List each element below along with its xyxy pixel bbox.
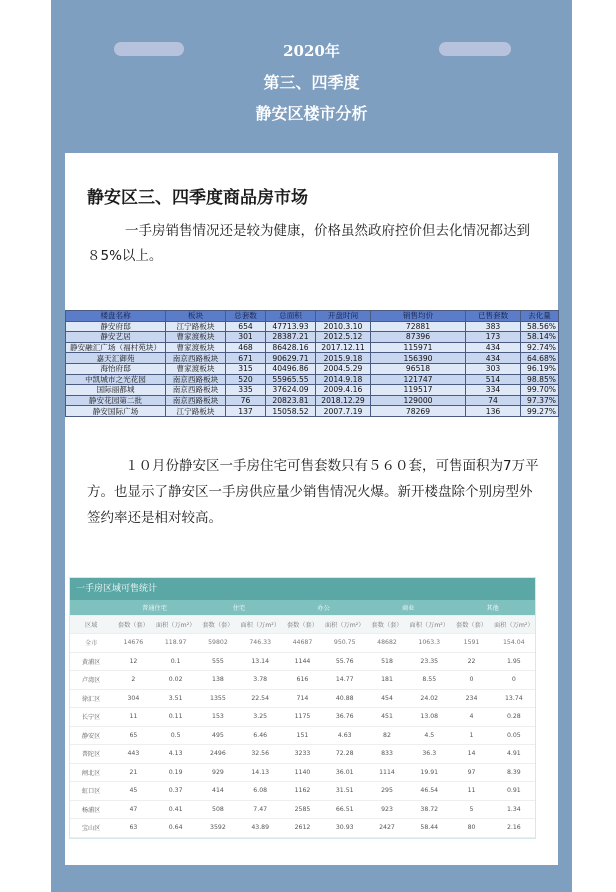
table-cell: 97	[450, 763, 492, 782]
table-cell: 74	[466, 395, 521, 406]
table-cell: 22	[450, 652, 492, 671]
table-cell: 2018.12.29	[316, 395, 371, 406]
table-cell: 37624.09	[266, 385, 316, 396]
table-cell: 23.35	[408, 652, 450, 671]
table-cell: 92.74%	[521, 342, 559, 353]
section-title: 静安区三、四季度商品房市场	[87, 188, 308, 208]
group-header-cell: 住宅	[197, 600, 282, 616]
table-cell: 746.33	[239, 634, 281, 653]
table-cell: 4.13	[155, 745, 197, 764]
group-header-cell: 其他	[450, 600, 535, 616]
table-cell: 45	[112, 782, 154, 801]
table-cell: 520	[226, 374, 266, 385]
header-quarter: 第三、四季度	[263, 73, 360, 92]
table-cell: 121747	[371, 374, 466, 385]
table-cell: 508	[197, 800, 239, 819]
table-cell: 长宁区	[70, 708, 112, 727]
table-cell: 1.95	[493, 652, 535, 671]
table-cell: 22.54	[239, 689, 281, 708]
table-row	[70, 634, 535, 653]
table-cell: 301	[226, 332, 266, 343]
table-cell: 5	[450, 800, 492, 819]
table-row	[70, 745, 535, 764]
table-cell: 28387.21	[266, 332, 316, 343]
table-cell: 11	[450, 782, 492, 801]
table-cell: 黄浦区	[70, 652, 112, 671]
stats-grid	[70, 600, 535, 838]
table-cell: 南京西路板块	[166, 374, 226, 385]
table-cell: 0.91	[493, 782, 535, 801]
table-cell: 0.37	[155, 782, 197, 801]
table-cell: 6.08	[239, 782, 281, 801]
table-cell: 3.78	[239, 671, 281, 690]
table-cell: 137	[226, 406, 266, 417]
table-cell: 303	[466, 363, 521, 374]
table-cell: 4.91	[493, 745, 535, 764]
paragraph-1: 一手房销售情况还是较为健康，价格虽然政府控价但去化情况都达到８5%以上。	[87, 223, 530, 264]
table-cell: 59802	[197, 634, 239, 653]
table-header-cell: 已售套数	[466, 311, 521, 322]
table-cell: 234	[450, 689, 492, 708]
table-cell: 0.1	[155, 652, 197, 671]
table-cell: 1591	[450, 634, 492, 653]
sub-header-cell: 套数（套）	[450, 616, 492, 634]
table-header-cell: 销售均价	[371, 311, 466, 322]
group-header-cell: 普通住宅	[112, 600, 197, 616]
table-cell: 138	[197, 671, 239, 690]
sub-header-cell: 套数（套）	[197, 616, 239, 634]
table-cell: 129000	[371, 395, 466, 406]
table-cell: 13.14	[239, 652, 281, 671]
table-cell: 3233	[281, 745, 323, 764]
table-cell: 1114	[366, 763, 408, 782]
table-cell: 315	[226, 363, 266, 374]
table-cell: 451	[366, 708, 408, 727]
content-panel	[65, 153, 558, 865]
table-cell: 0.02	[155, 671, 197, 690]
table-cell: 181	[366, 671, 408, 690]
table-cell: 14.13	[239, 763, 281, 782]
table-cell: 虹口区	[70, 782, 112, 801]
table-row	[66, 332, 559, 343]
table-cell: 南京西路板块	[166, 385, 226, 396]
table-cell: 24.02	[408, 689, 450, 708]
table-cell: 7.47	[239, 800, 281, 819]
table-cell: 0.05	[493, 726, 535, 745]
table-row	[70, 782, 535, 801]
table-cell: 14	[450, 745, 492, 764]
table-cell: 43.89	[239, 819, 281, 838]
table-cell: 1355	[197, 689, 239, 708]
table-cell: 3.25	[239, 708, 281, 727]
group-header-cell: 办公	[281, 600, 366, 616]
sub-header-cell: 套数（套）	[366, 616, 408, 634]
header-subject: 静安区楼市分析	[255, 104, 368, 123]
table-cell: 63	[112, 819, 154, 838]
table-cell: 156390	[371, 353, 466, 364]
header-title	[51, 36, 572, 129]
table-cell: 86428.16	[266, 342, 316, 353]
table-cell: 414	[197, 782, 239, 801]
table-cell: 20823.81	[266, 395, 316, 406]
table-row	[66, 353, 559, 364]
table-cell: 96.19%	[521, 363, 559, 374]
table-cell: 72881	[371, 321, 466, 332]
table-cell: 950.75	[324, 634, 366, 653]
table-cell: 嘉天汇御苑	[66, 353, 166, 364]
table-cell: 58.56%	[521, 321, 559, 332]
table-cell: 518	[366, 652, 408, 671]
table-cell: 14676	[112, 634, 154, 653]
table-cell: 173	[466, 332, 521, 343]
table-cell: 1175	[281, 708, 323, 727]
table-cell: 443	[112, 745, 154, 764]
sub-header-cell: 套数（套）	[112, 616, 154, 634]
table-cell: 2427	[366, 819, 408, 838]
table-cell: 1.34	[493, 800, 535, 819]
table-cell: 654	[226, 321, 266, 332]
table-cell: 8.39	[493, 763, 535, 782]
table-cell: 2012.5.12	[316, 332, 371, 343]
table-cell: 929	[197, 763, 239, 782]
table-cell: 40.88	[324, 689, 366, 708]
table-cell: 江宁路板块	[166, 321, 226, 332]
table-cell: 80	[450, 819, 492, 838]
table-cell: 58.44	[408, 819, 450, 838]
area-stats-table	[69, 577, 536, 839]
table-cell: 32.56	[239, 745, 281, 764]
table-cell: 2585	[281, 800, 323, 819]
table-cell: 44687	[281, 634, 323, 653]
table-cell: 静安艺居	[66, 332, 166, 343]
table-cell: 118.97	[155, 634, 197, 653]
table-cell: 47713.93	[266, 321, 316, 332]
table-cell: 97.37%	[521, 395, 559, 406]
table-cell: 30.93	[324, 819, 366, 838]
table-cell: 40496.86	[266, 363, 316, 374]
sub-header-cell: 套数（套）	[281, 616, 323, 634]
table-cell: 99.70%	[521, 385, 559, 396]
table-row	[70, 671, 535, 690]
table-header-cell: 板块	[166, 311, 226, 322]
table-cell: 2007.7.19	[316, 406, 371, 417]
table-row	[70, 726, 535, 745]
sub-header-cell: 面积（万m²）	[408, 616, 450, 634]
table-row	[66, 342, 559, 353]
table-cell: 曹家渡板块	[166, 332, 226, 343]
table-cell: 15058.52	[266, 406, 316, 417]
table-cell: 全市	[70, 634, 112, 653]
table-cell: 78269	[371, 406, 466, 417]
table-row	[66, 406, 559, 417]
table-cell: 136	[466, 406, 521, 417]
table-cell: 514	[466, 374, 521, 385]
table-row	[66, 385, 559, 396]
table-cell: 国际丽都城	[66, 385, 166, 396]
table-cell: 58.14%	[521, 332, 559, 343]
table-cell: 36.01	[324, 763, 366, 782]
table-cell: 曹家渡板块	[166, 342, 226, 353]
table-cell: 4	[450, 708, 492, 727]
table-cell: 2009.4.16	[316, 385, 371, 396]
table-cell: 0.5	[155, 726, 197, 745]
table-cell: 徐汇区	[70, 689, 112, 708]
table-cell: 3.51	[155, 689, 197, 708]
table-cell: 4.63	[324, 726, 366, 745]
table-cell: 2496	[197, 745, 239, 764]
table-cell: 82	[366, 726, 408, 745]
table-cell: 卢湾区	[70, 671, 112, 690]
table-cell: 2015.9.18	[316, 353, 371, 364]
table-cell: 静安花园第二批	[66, 395, 166, 406]
table-cell: 南京西路板块	[166, 353, 226, 364]
sub-header-cell: 面积（万m²）	[493, 616, 535, 634]
table-cell: 1144	[281, 652, 323, 671]
table-cell: 304	[112, 689, 154, 708]
table-cell: 11	[112, 708, 154, 727]
table-cell: 96518	[371, 363, 466, 374]
table-cell: 2017.12.11	[316, 342, 371, 353]
table-cell: 曹家渡板块	[166, 363, 226, 374]
table-cell: 98.85%	[521, 374, 559, 385]
table-cell: 383	[466, 321, 521, 332]
table-cell: 1162	[281, 782, 323, 801]
table-cell: 46.54	[408, 782, 450, 801]
table-cell: 87396	[371, 332, 466, 343]
sub-header-cell: 面积（万m²）	[324, 616, 366, 634]
table-cell: 72.28	[324, 745, 366, 764]
table-cell: 海怡府邸	[66, 363, 166, 374]
table-cell: 杨浦区	[70, 800, 112, 819]
table-cell: 151	[281, 726, 323, 745]
table-cell: 静安区	[70, 726, 112, 745]
table-cell: 36.3	[408, 745, 450, 764]
table-row	[70, 652, 535, 671]
table-cell: 2	[112, 671, 154, 690]
table-cell: 8.55	[408, 671, 450, 690]
table-cell: 154.04	[493, 634, 535, 653]
table-cell: 0.64	[155, 819, 197, 838]
table-cell: 0.28	[493, 708, 535, 727]
table-cell: 31.51	[324, 782, 366, 801]
table-cell: 静安融汇广场（福村苑块）	[66, 342, 166, 353]
table-cell: 295	[366, 782, 408, 801]
sub-header-cell: 面积（万m²）	[155, 616, 197, 634]
table-cell: 14.77	[324, 671, 366, 690]
table-cell: 2.16	[493, 819, 535, 838]
table-cell: 2612	[281, 819, 323, 838]
table-row	[66, 321, 559, 332]
table-cell: 2014.9.18	[316, 374, 371, 385]
table-cell: 静安国际广场	[66, 406, 166, 417]
table-row	[66, 395, 559, 406]
table-cell: 434	[466, 353, 521, 364]
sales-table	[65, 310, 559, 417]
table-cell: 闸北区	[70, 763, 112, 782]
table-cell: 13.08	[408, 708, 450, 727]
table-cell: 454	[366, 689, 408, 708]
table-cell: 1063.3	[408, 634, 450, 653]
table-cell: 2010.3.10	[316, 321, 371, 332]
table-cell: 0	[450, 671, 492, 690]
table-cell: 468	[226, 342, 266, 353]
table-cell: 714	[281, 689, 323, 708]
table-cell: 0.41	[155, 800, 197, 819]
table-cell: 495	[197, 726, 239, 745]
table-cell: 普陀区	[70, 745, 112, 764]
table-cell: 3592	[197, 819, 239, 838]
table-row	[70, 689, 535, 708]
table-cell: 833	[366, 745, 408, 764]
table-cell: 2004.5.29	[316, 363, 371, 374]
table-cell: 21	[112, 763, 154, 782]
table-cell: 13.74	[493, 689, 535, 708]
table-cell: 66.51	[324, 800, 366, 819]
table-cell: 153	[197, 708, 239, 727]
table-header-cell: 楼盘名称	[66, 311, 166, 322]
paragraph-2: １０月份静安区一手房住宅可售套数只有５６０套，可售面积为7万平方。也显示了静安区一手房供应量少销售情况火爆。新开楼盘除个别房型外签约率还是相对较高。	[87, 458, 539, 526]
table-cell: 1140	[281, 763, 323, 782]
sub-header-cell: 区域	[70, 616, 112, 634]
table-cell: 0.11	[155, 708, 197, 727]
table-cell: 119517	[371, 385, 466, 396]
table-cell: 静安府邸	[66, 321, 166, 332]
table-cell: 6.46	[239, 726, 281, 745]
table-cell: 19.91	[408, 763, 450, 782]
table-row	[70, 763, 535, 782]
table-cell: 555	[197, 652, 239, 671]
table-header-cell: 总面积	[266, 311, 316, 322]
table-cell: 1	[450, 726, 492, 745]
table-cell: 334	[466, 385, 521, 396]
table-cell: 923	[366, 800, 408, 819]
table-cell: 0.19	[155, 763, 197, 782]
table-row	[66, 374, 559, 385]
stats-title: 一手房区域可售统计	[70, 578, 535, 600]
group-header-cell: 商业	[366, 600, 451, 616]
table-cell: 36.76	[324, 708, 366, 727]
table-cell: 115971	[371, 342, 466, 353]
table-cell: 434	[466, 342, 521, 353]
table-cell: 55.76	[324, 652, 366, 671]
table-header-cell: 去化量	[521, 311, 559, 322]
table-cell: 616	[281, 671, 323, 690]
table-cell: 江宁路板块	[166, 406, 226, 417]
table-row	[70, 819, 535, 838]
table-row	[66, 363, 559, 374]
table-cell: 47	[112, 800, 154, 819]
table-row	[70, 708, 535, 727]
table-cell: 99.27%	[521, 406, 559, 417]
table-cell: 中凯城市之光花园	[66, 374, 166, 385]
table-cell: 南京西路板块	[166, 395, 226, 406]
table-cell: 65	[112, 726, 154, 745]
table-header-cell: 开盘时间	[316, 311, 371, 322]
table-cell: 90629.71	[266, 353, 316, 364]
table-cell: 12	[112, 652, 154, 671]
table-cell: 38.72	[408, 800, 450, 819]
table-cell: 4.5	[408, 726, 450, 745]
table-row	[70, 800, 535, 819]
table-cell: 0	[493, 671, 535, 690]
table-cell: 335	[226, 385, 266, 396]
sub-header-cell: 面积（万m²）	[239, 616, 281, 634]
group-header-blank	[70, 600, 112, 616]
table-cell: 671	[226, 353, 266, 364]
header-year: 2020年	[283, 42, 340, 60]
table-cell: 55965.55	[266, 374, 316, 385]
table-cell: 76	[226, 395, 266, 406]
table-cell: 48682	[366, 634, 408, 653]
table-cell: 宝山区	[70, 819, 112, 838]
table-header-cell: 总套数	[226, 311, 266, 322]
table-cell: 64.68%	[521, 353, 559, 364]
